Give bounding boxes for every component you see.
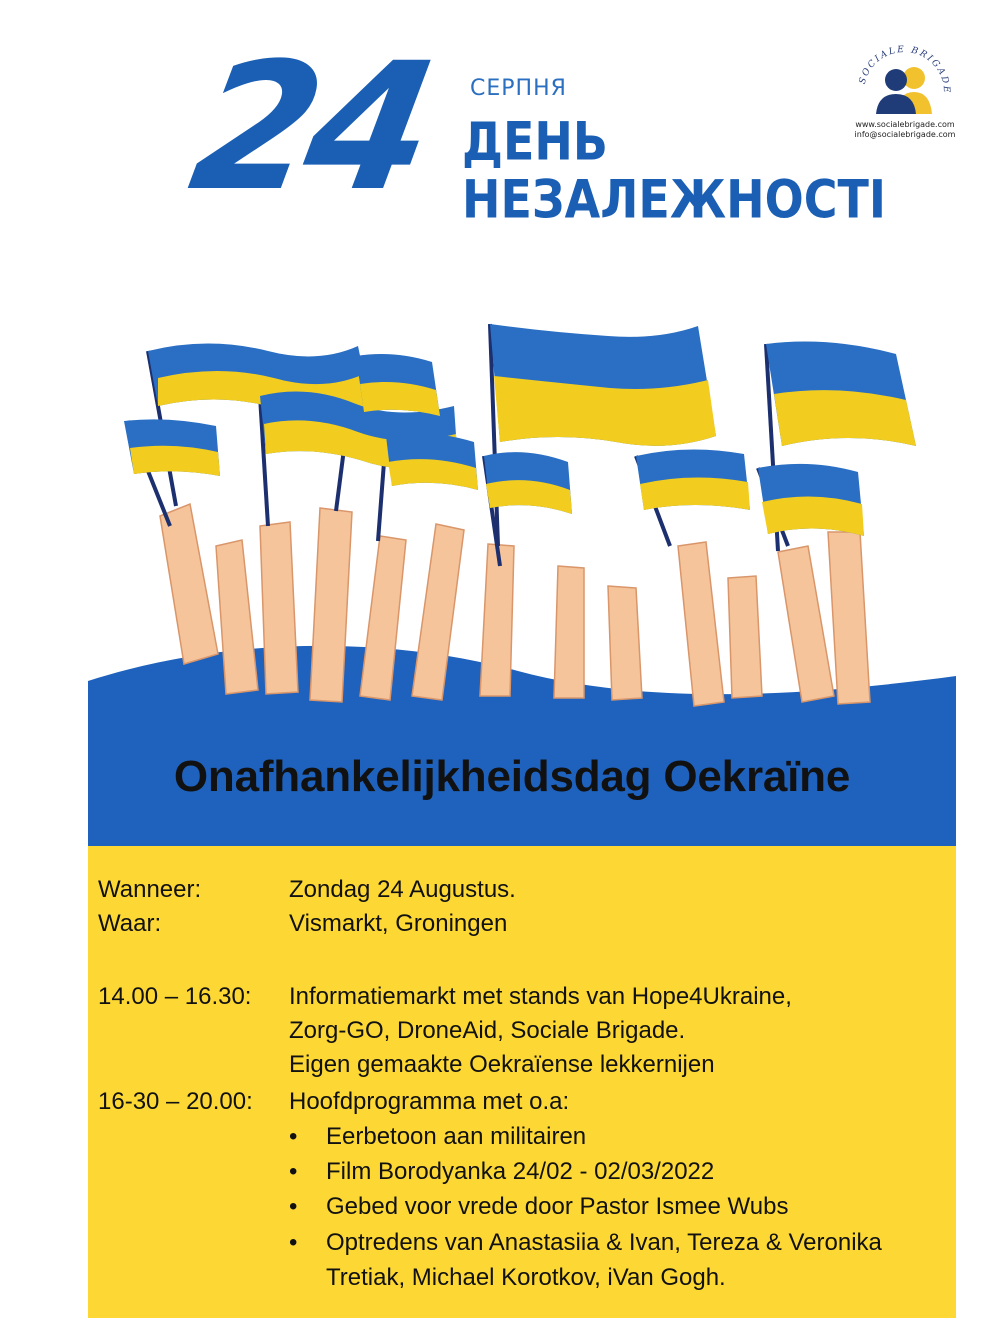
independence-word: НЕЗАЛЕЖНОСТІ — [462, 168, 886, 231]
bullet-icon: • — [289, 1123, 298, 1150]
bullet-icon: • — [289, 1193, 298, 1220]
program-item: Eerbetoon aan militairen — [326, 1123, 587, 1150]
slot2-intro: Hoofdprogramma met o.a: — [289, 1088, 570, 1115]
logo-website: www.socialebrigade.com — [855, 120, 955, 129]
when-value: Zondag 24 Augustus. — [289, 876, 516, 903]
bullet-icon: • — [289, 1158, 298, 1185]
slot2-time: 16-30 – 20.00: — [98, 1088, 253, 1115]
month-text: СЕРПНЯ — [470, 76, 567, 101]
slot1-line: Eigen gemaakte Oekraïense lekkernijen — [289, 1051, 715, 1078]
svg-text:SOCIALE BRIGADE: SOCIALE BRIGADE — [857, 44, 952, 95]
program-item: Optredens van Anastasiia & Ivan, Tereza & Veronika — [326, 1229, 882, 1256]
slot1-line: Zorg-GO, DroneAid, Sociale Brigade. — [289, 1017, 686, 1044]
program-item: Film Borodyanka 24/02 - 02/03/2022 — [326, 1158, 715, 1185]
where-label: Waar: — [98, 910, 162, 937]
big-number-24: 24 — [178, 25, 440, 230]
slot1-time: 14.00 – 16.30: — [98, 983, 252, 1010]
slot1-line: Informatiemarkt met stands van Hope4Ukraine, — [289, 983, 792, 1010]
ukrainian-flags — [124, 324, 916, 536]
program-item: Gebed voor vrede door Pastor Ismee Wubs — [326, 1193, 789, 1220]
bullet-icon: • — [289, 1229, 298, 1256]
logo-email: info@socialebrigade.com — [854, 130, 956, 139]
where-value: Vismarkt, Groningen — [289, 910, 508, 937]
event-title: Onafhankelijkheidsdag Oekraïne — [173, 752, 851, 801]
program-item-continued: Tretiak, Michael Korotkov, iVan Gogh. — [326, 1264, 726, 1291]
when-label: Wanneer: — [98, 876, 202, 903]
day-word: ДЕНЬ — [462, 110, 608, 173]
